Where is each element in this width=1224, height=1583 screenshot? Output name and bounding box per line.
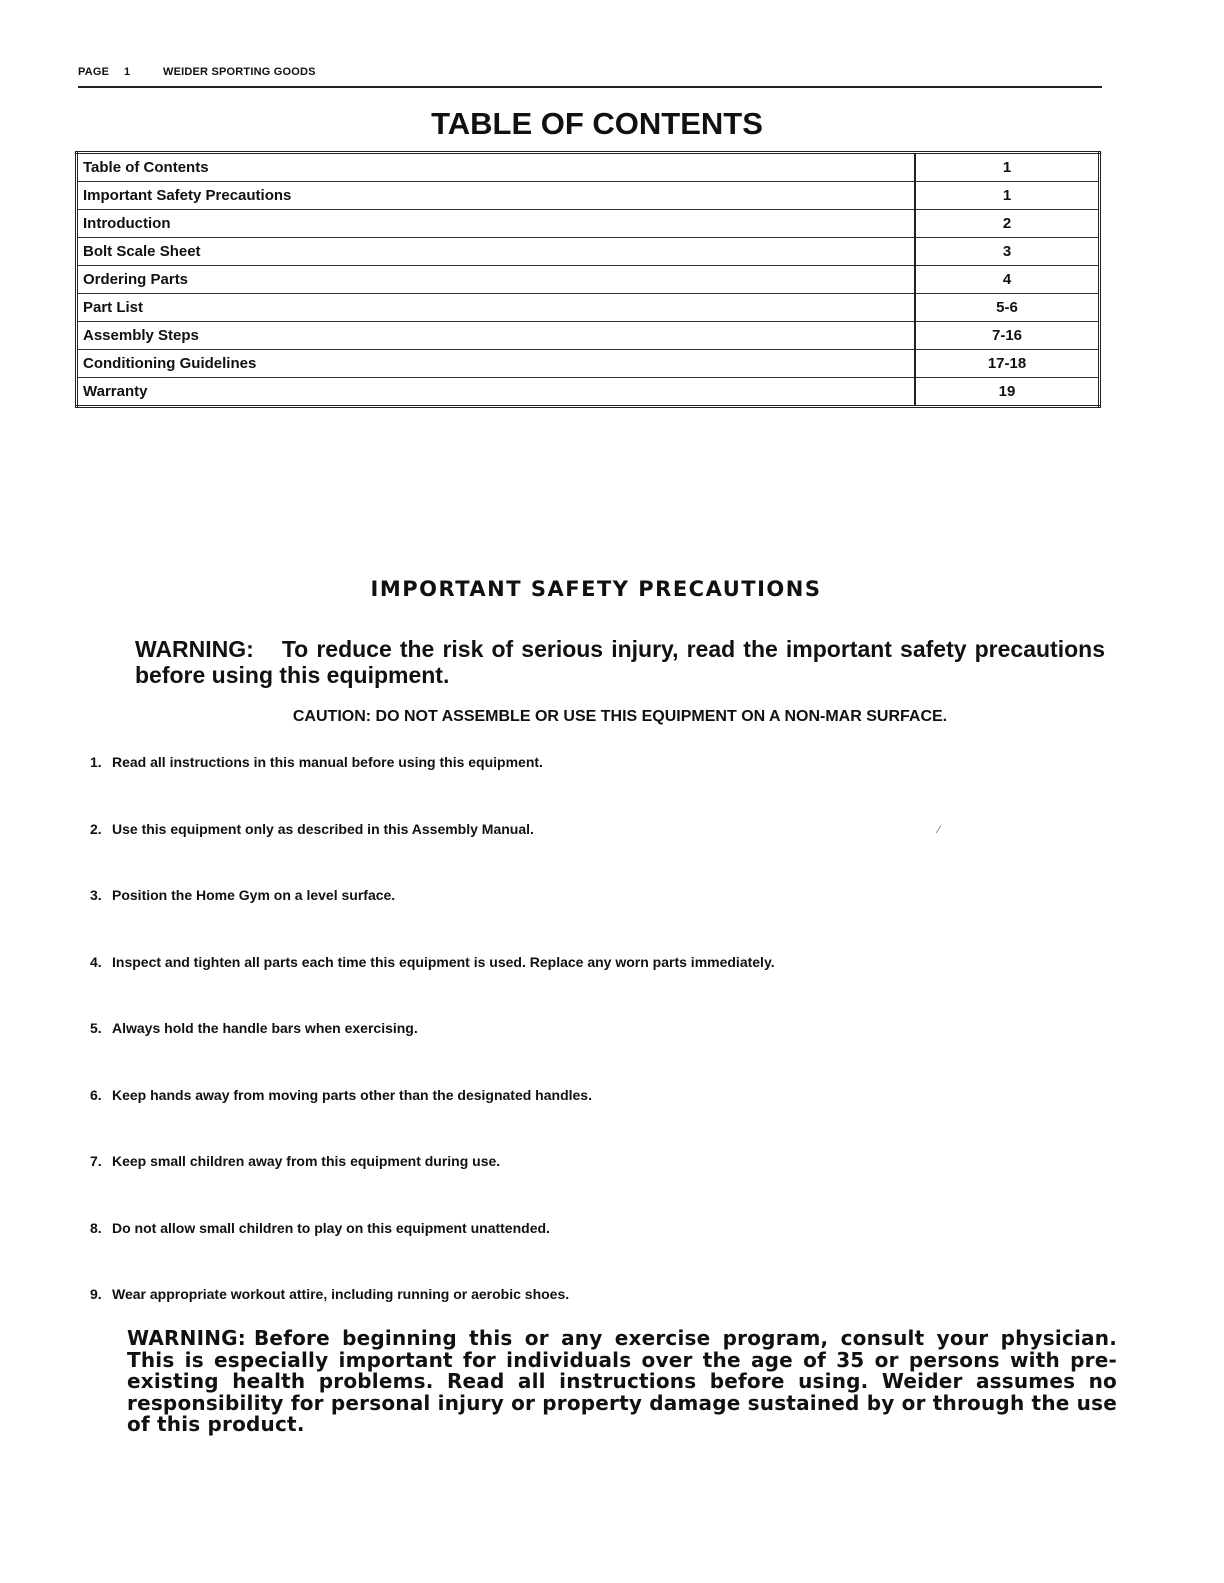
- scan-mark: ⁄: [938, 824, 940, 836]
- toc-row: [77, 266, 1100, 294]
- toc-row: [77, 238, 1100, 266]
- toc-entry-page: 1: [915, 182, 1100, 210]
- page-label: PAGE: [78, 66, 110, 78]
- precaution-number: 1.: [90, 754, 102, 770]
- precaution-text: Do not allow small children to play on this equipment unattended.: [112, 1219, 550, 1236]
- precaution-number: 7.: [90, 1153, 102, 1169]
- toc-entry-title: Warranty: [77, 378, 916, 407]
- precaution-number: 5.: [90, 1020, 102, 1036]
- precaution-text: Use this equipment only as described in this Assembly Manual.: [112, 820, 534, 837]
- toc-entry-page: 5-6: [915, 294, 1100, 322]
- toc-body: [77, 153, 1100, 407]
- precaution-number: 4.: [90, 953, 102, 970]
- precaution-number: 9.: [90, 1286, 102, 1302]
- toc-entry-title: Assembly Steps: [77, 322, 916, 350]
- toc-row: [77, 153, 1100, 182]
- toc-row: [77, 350, 1100, 378]
- precaution-number: 8.: [90, 1219, 102, 1236]
- toc-entry-page: 3: [915, 238, 1100, 266]
- precaution-text: Read all instructions in this manual before using this equipment.: [112, 754, 543, 770]
- toc-entry-page: 1: [915, 153, 1100, 182]
- toc-row: [77, 378, 1100, 407]
- precaution-text: Wear appropriate workout attire, including running or aerobic shoes.: [112, 1286, 570, 1302]
- toc-entry-page: 4: [915, 266, 1100, 294]
- precaution-number: 2.: [90, 820, 102, 837]
- toc-entry-title: Conditioning Guidelines: [77, 350, 916, 378]
- warning-label: WARNING:: [135, 636, 254, 662]
- toc-entry-title: Introduction: [77, 210, 916, 238]
- toc-entry-page: 7-16: [915, 322, 1100, 350]
- toc-entry-page: 19: [915, 378, 1100, 407]
- toc-entry-title: Bolt Scale Sheet: [77, 238, 916, 266]
- warning-text: To reduce the risk of serious injury, read the important safety precautions before using this equipment.: [135, 636, 1105, 688]
- precaution-number: 3.: [90, 887, 102, 903]
- toc-row: [77, 210, 1100, 238]
- precaution-item: [90, 1153, 1090, 1220]
- precaution-item: [90, 954, 1090, 1021]
- page-number: 1: [124, 66, 131, 78]
- precaution-text: Position the Home Gym on a level surface.: [112, 887, 396, 903]
- toc-row: [77, 294, 1100, 322]
- safety-title: IMPORTANT SAFETY PRECAUTIONS: [370, 577, 822, 601]
- precaution-item: [90, 821, 1090, 888]
- precaution-item: [90, 1220, 1090, 1287]
- precaution-text: Always hold the handle bars when exercising.: [112, 1020, 418, 1036]
- toc-entry-title: Ordering Parts: [77, 266, 916, 294]
- toc-entry-page: 17-18: [915, 350, 1100, 378]
- toc-table: [75, 151, 1101, 408]
- precautions-list: [90, 754, 1090, 1353]
- precaution-item: [90, 887, 1090, 954]
- company-name: WEIDER SPORTING GOODS: [163, 66, 316, 78]
- precaution-text: Inspect and tighten all parts each time this equipment is used. Replace any worn parts immediately.: [112, 953, 775, 970]
- precaution-number: 6.: [90, 1086, 102, 1103]
- warning-intro: [135, 636, 1105, 688]
- precaution-item: [90, 754, 1090, 821]
- final-warning: [127, 1328, 1117, 1436]
- precaution-item: [90, 1087, 1090, 1154]
- caution-notice: CAUTION: DO NOT ASSEMBLE OR USE THIS EQUIPMENT ON A NON-MAR SURFACE.: [292, 708, 948, 725]
- final-warning-text: Before beginning this or any exercise program, consult your physician. This is especially important for individuals over the age of 35 or persons with pre-existing health problems. Read all instructions before using. Weider assumes no responsibility for personal injury or property damage sustained by or through the use of this product.: [127, 1326, 1117, 1436]
- toc-entry-title: Part List: [77, 294, 916, 322]
- page-header: [78, 66, 1102, 88]
- toc-entry-title: Table of Contents: [77, 153, 916, 182]
- final-warning-label: WARNING:: [127, 1326, 246, 1350]
- toc-row: [77, 322, 1100, 350]
- precaution-text: Keep hands away from moving parts other than the designated handles.: [112, 1086, 592, 1103]
- precaution-item: [90, 1020, 1090, 1087]
- toc-entry-page: 2: [915, 210, 1100, 238]
- toc-row: [77, 182, 1100, 210]
- toc-title: TABLE OF CONTENTS: [431, 106, 763, 141]
- toc-entry-title: Important Safety Precautions: [77, 182, 916, 210]
- precaution-text: Keep small children away from this equipment during use.: [112, 1153, 501, 1169]
